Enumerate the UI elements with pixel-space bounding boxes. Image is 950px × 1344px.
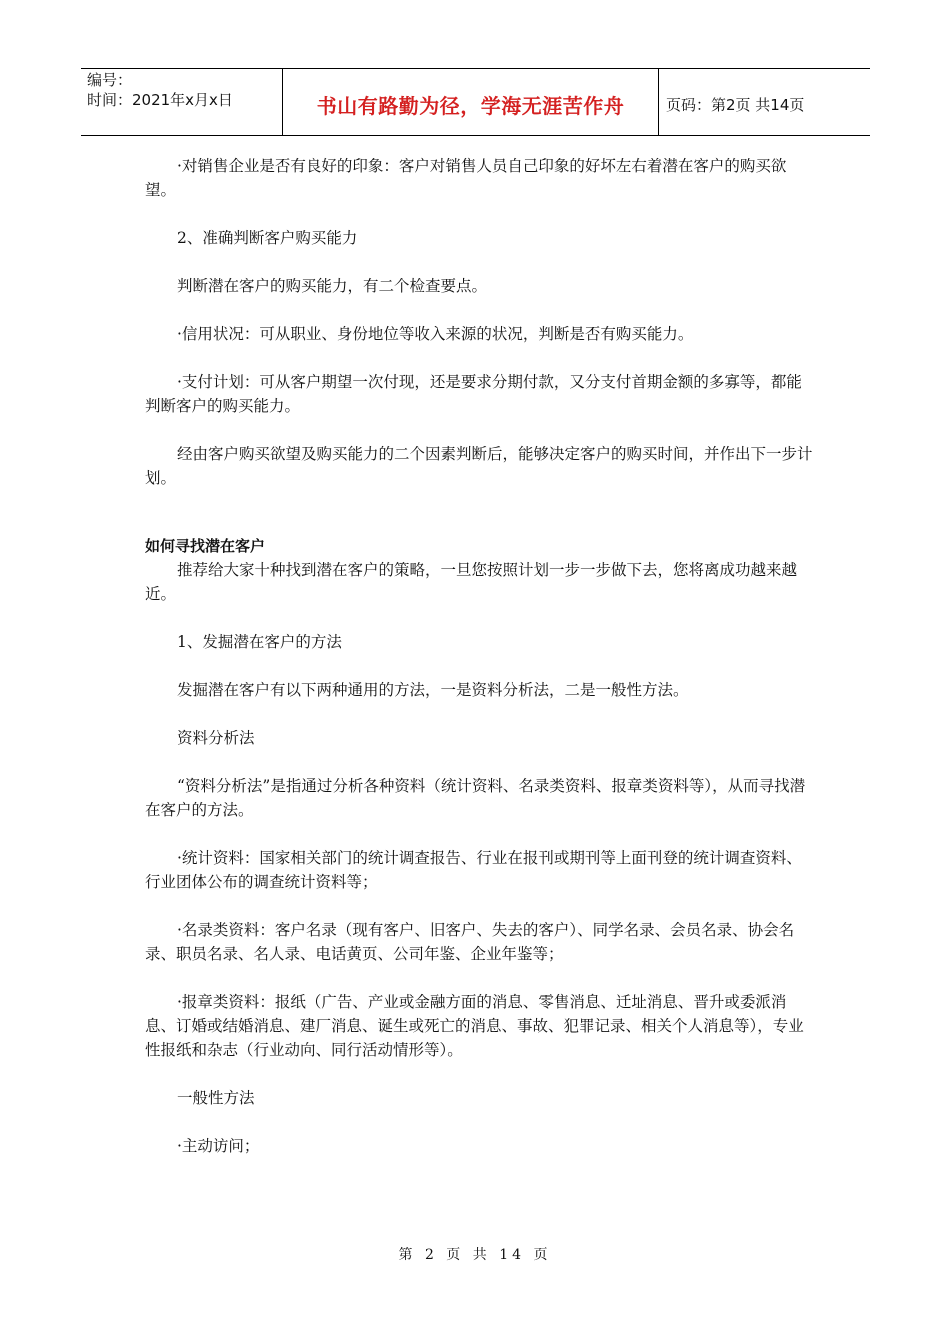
header-page-info: 页码：第2页 共14页	[666, 95, 805, 114]
paragraph-payment-plan: ·支付计划：可从客户期望一次付现，还是要求分期付款，又分支付首期金额的多寡等，都能判断客户的购买能力。	[145, 373, 802, 415]
subheading-data-analysis: 资料分析法	[177, 729, 255, 747]
footer-page-number: 第 2 页 共 14 页	[398, 1247, 552, 1263]
subheading-purchasing-power: 2、准确判断客户购买能力	[177, 229, 358, 247]
document-number-label: 编号：	[87, 71, 133, 89]
subheading-discovery-methods: 1、发掘潜在客户的方法	[177, 633, 342, 651]
header-motto: 书山有路勤为径，学海无涯苦作舟	[316, 93, 625, 118]
page-footer	[0, 1244, 950, 1264]
header-meta-cell	[81, 69, 283, 135]
paragraph-active-visit: ·主动访问；	[177, 1137, 260, 1155]
document-time-label: 时间：2021年x月x日	[87, 91, 233, 109]
paragraph-ten-strategies: 推荐给大家十种找到潜在客户的策略，一旦您按照计划一步一步做下去，您将离成功越来越近。	[145, 561, 798, 603]
paragraph-two-methods: 发掘潜在客户有以下两种通用的方法，一是资料分析法，二是一般性方法。	[177, 681, 689, 699]
paragraph-directory-data: ·名录类资料：客户名录（现有客户、旧客户、失去的客户）、同学名录、会员名录、协会名录、职员名录、名人录、电话黄页、公司年鉴、企业年鉴等；	[145, 921, 795, 963]
subheading-general-methods: 一般性方法	[177, 1089, 255, 1107]
paragraph-credit-status: ·信用状况：可从职业、身份地位等收入来源的状况，判断是否有购买能力。	[177, 325, 694, 343]
header-motto-cell	[283, 69, 659, 135]
paragraph-impression: ·对销售企业是否有良好的印象：客户对销售人员自己印象的好坏左右着潜在客户的购买欲望。	[145, 157, 787, 199]
header-page-cell	[659, 69, 870, 135]
paragraph-newspaper-data: ·报章类资料：报纸（广告、产业或金融方面的消息、零售消息、迁址消息、晋升或委派消息、订婚或结婚消息、建厂消息、诞生或死亡的消息、事故、犯罪记录、相关个人消息等），专业性报纸和杂志（行业动向、同行活动情形等）。	[145, 993, 804, 1059]
page-header	[81, 68, 870, 136]
paragraph-check-points: 判断潜在客户的购买能力，有二个检查要点。	[177, 277, 488, 295]
paragraph-statistical-data: ·统计资料：国家相关部门的统计调查报告、行业在报刊或期刊等上面刊登的统计调查资料、行业团体公布的调查统计资料等；	[145, 849, 802, 891]
document-body	[145, 150, 815, 1158]
paragraph-conclusion: 经由客户购买欲望及购买能力的二个因素判断后，能够决定客户的购买时间，并作出下一步计划。	[145, 445, 813, 487]
paragraph-data-analysis-definition: “资料分析法”是指通过分析各种资料（统计资料、名录类资料、报章类资料等），从而寻找潜在客户的方法。	[145, 777, 806, 819]
section-heading-find-customers: 如何寻找潜在客户	[145, 537, 266, 555]
